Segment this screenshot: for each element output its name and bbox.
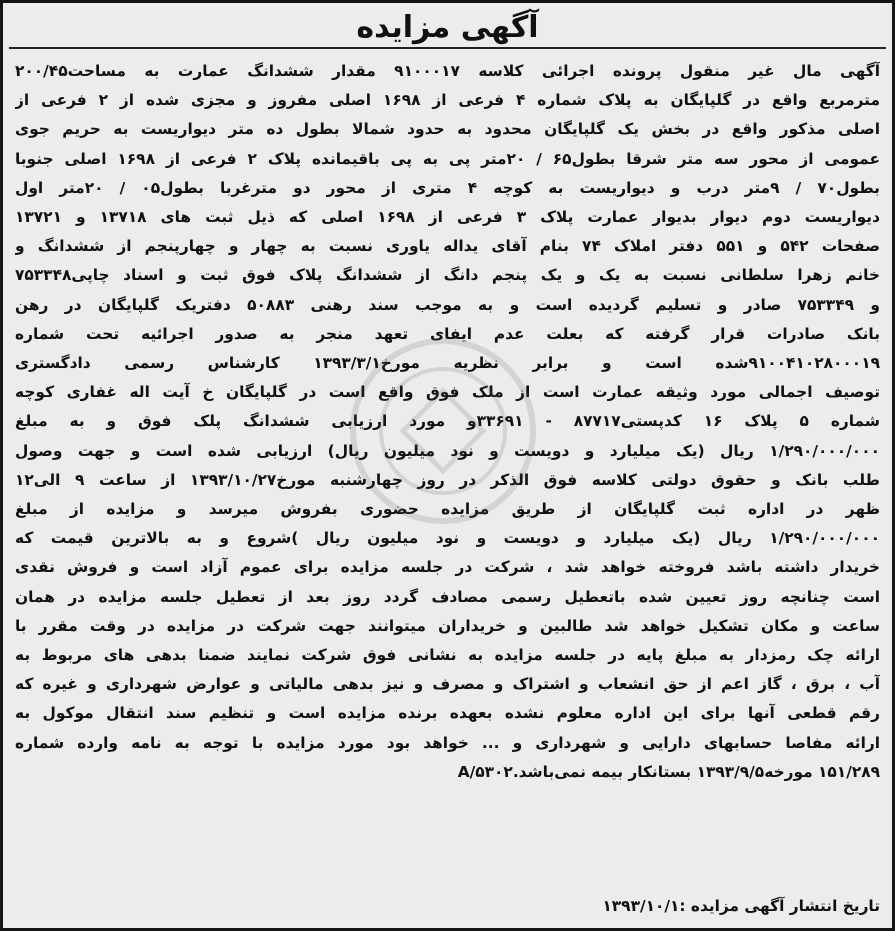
notice-line: صفحات ۵۴۲ و ۵۵۱ دفتر املاک ۷۴ بنام آقای یداله یاوری نسبت به چهار و چهارپنجم از ششدانگ و <box>15 237 880 256</box>
notice-line: و ۷۵۳۳۴۹ صادر و تسلیم گردیده است و به موجب سند رهنی ۵۰۸۸۳ دفتریک گلپایگان در رهن <box>15 295 880 314</box>
notice-line: رقم قطعی آنها برای این اداره معلوم نشده بعهده برنده مزایده است و تنظیم سند انتقال موکول به <box>15 704 880 723</box>
notice-line: ۹۱۰۰۴۱۰۲۸۰۰۰۱۹شده است و برابر نظریه مورخ۱۳۹۳/۳/۱ کارشناس رسمی دادگستری <box>15 354 880 373</box>
notice-line: مترمربع واقع در گلپایگان به پلاک شماره ۴ فرعی از ۱۶۹۸ اصلی مفروز و مجزی شده از ۲ فرعی از <box>15 91 880 110</box>
notice-body <box>3 49 892 787</box>
notice-title: آگهی مزایده <box>356 10 539 45</box>
notice-line: دیواریست دوم دیوار بدیوار عمارت پلاک ۳ فرعی از ۱۶۹۸ اصلی که ذیل ثبت های ۱۳۷۱۸ و ۱۳۷۲۱ <box>15 208 880 227</box>
notice-line: است چنانچه روز تعیین شده باتعطیل رسمی مصادف گردد روز بعد از تعطیل جلسه مزایده در همان <box>15 587 880 606</box>
notice-line: ۱۵۱/۲۸۹ مورخه۱۳۹۳/۹/۵ بستانکار بیمه نمی‌باشد.۵۳۰۲/A <box>457 762 880 781</box>
notice-line: ساعت و مکان تشکیل خواهد شد طالبین و خریداران میتوانند جهت شرکت در مزایده در وقت مقرر با <box>15 616 880 635</box>
notice-line: آگهی مال غیر منقول پرونده اجرائی کلاسه ۹۱۰۰۰۱۷ مقدار ششدانگ عمارت به مساحت۲۰۰/۴۵ <box>15 62 880 80</box>
notice-line: ارائه چک رمزدار به مبلغ پایه در جلسه مزایده به نشانی فوق شرکت نمایند ضمنا بدهی های مربوط به <box>15 646 880 665</box>
notice-line: بطول۷۰ / ۹متر درب و دیواریست به کوچه ۴ متری از محور دو مترغربا بطول۰۵ / ۲۰متر اول <box>15 178 880 197</box>
notice-line: ۱/۲۹۰/۰۰۰/۰۰۰ ریال (یک میلیارد و دویست و نود میلیون ریال )شروع و به بالاترین قیمت که <box>15 529 880 548</box>
notice-line: شماره ۵ پلاک ۱۶ کدپستی۸۷۷۱۷ - ۳۳۶۹۱و مورد ارزیابی ششدانگ پلک فوق و به مبلغ <box>15 412 880 431</box>
notice-line: بانک صادرات قرار گرفته که بعلت عدم ایفای تعهد منجر به صدور اجرائیه تحت شماره <box>15 324 880 343</box>
notice-line: ۱/۲۹۰/۰۰۰/۰۰۰ ریال (یک میلیارد و دویست و نود میلیون ریال) ارزیابی شده است و جهت وصول <box>15 441 880 460</box>
notice-line: ارائه مفاصا حسابهای دارایی و شهرداری و ... خواهد بود مورد مزایده با توجه به نامه وارده شماره <box>15 733 880 752</box>
notice-line: ظهر در اداره ثبت گلپایگان از طریق مزایده حضوری بفروش میرسد و مزایده از مبلغ <box>15 500 880 519</box>
publication-date: تاریخ انتشار آگهی مزایده :۱۳۹۳/۱۰/۱ <box>602 897 880 915</box>
notice-line: خانم زهرا سلطانی نسبت به یک و یک پنجم دانگ از ششدانگ پلاک فوق ثبت و اسناد چاپی۷۵۳۳۴۸ <box>15 266 880 285</box>
notice-line: آب ، برق ، گاز اعم از حق انشعاب و اشتراک و مصرف و نیز بدهی مالیاتی و عوارض شهرداری و غیره که <box>15 675 880 694</box>
notice-line: طلب بانک و حقوق دولتی کلاسه فوق الذکر در روز چهارشنبه مورخ۱۳۹۳/۱۰/۲۷ از ساعت ۹ الی۱۲ <box>15 470 880 489</box>
notice-line: خریدار داشته باشد فروخته خواهد شد ، شرکت در جلسه مزایده برای عموم آزاد است و فروش نقدی <box>15 558 880 577</box>
notice-line: عمومی از محور سه متر شرقا بطول۶۵ / ۲۰متر پی به پی باقیمانده پلاک ۲ فرعی از ۱۶۹۸ اصلی جنوبا <box>15 149 880 168</box>
notice-line: اصلی مذکور واقع در بخش یک گلپایگان محدود به حدود شمالا بطول ده متر دیواریست به حریم جوی <box>15 120 880 139</box>
notice-header <box>3 3 892 47</box>
notice-line: توصیف اجمالی مورد وثیقه عمارت است از ملک فوق واقع است در گلپایگان خ آیت اله غفاری کوچه <box>15 383 880 402</box>
